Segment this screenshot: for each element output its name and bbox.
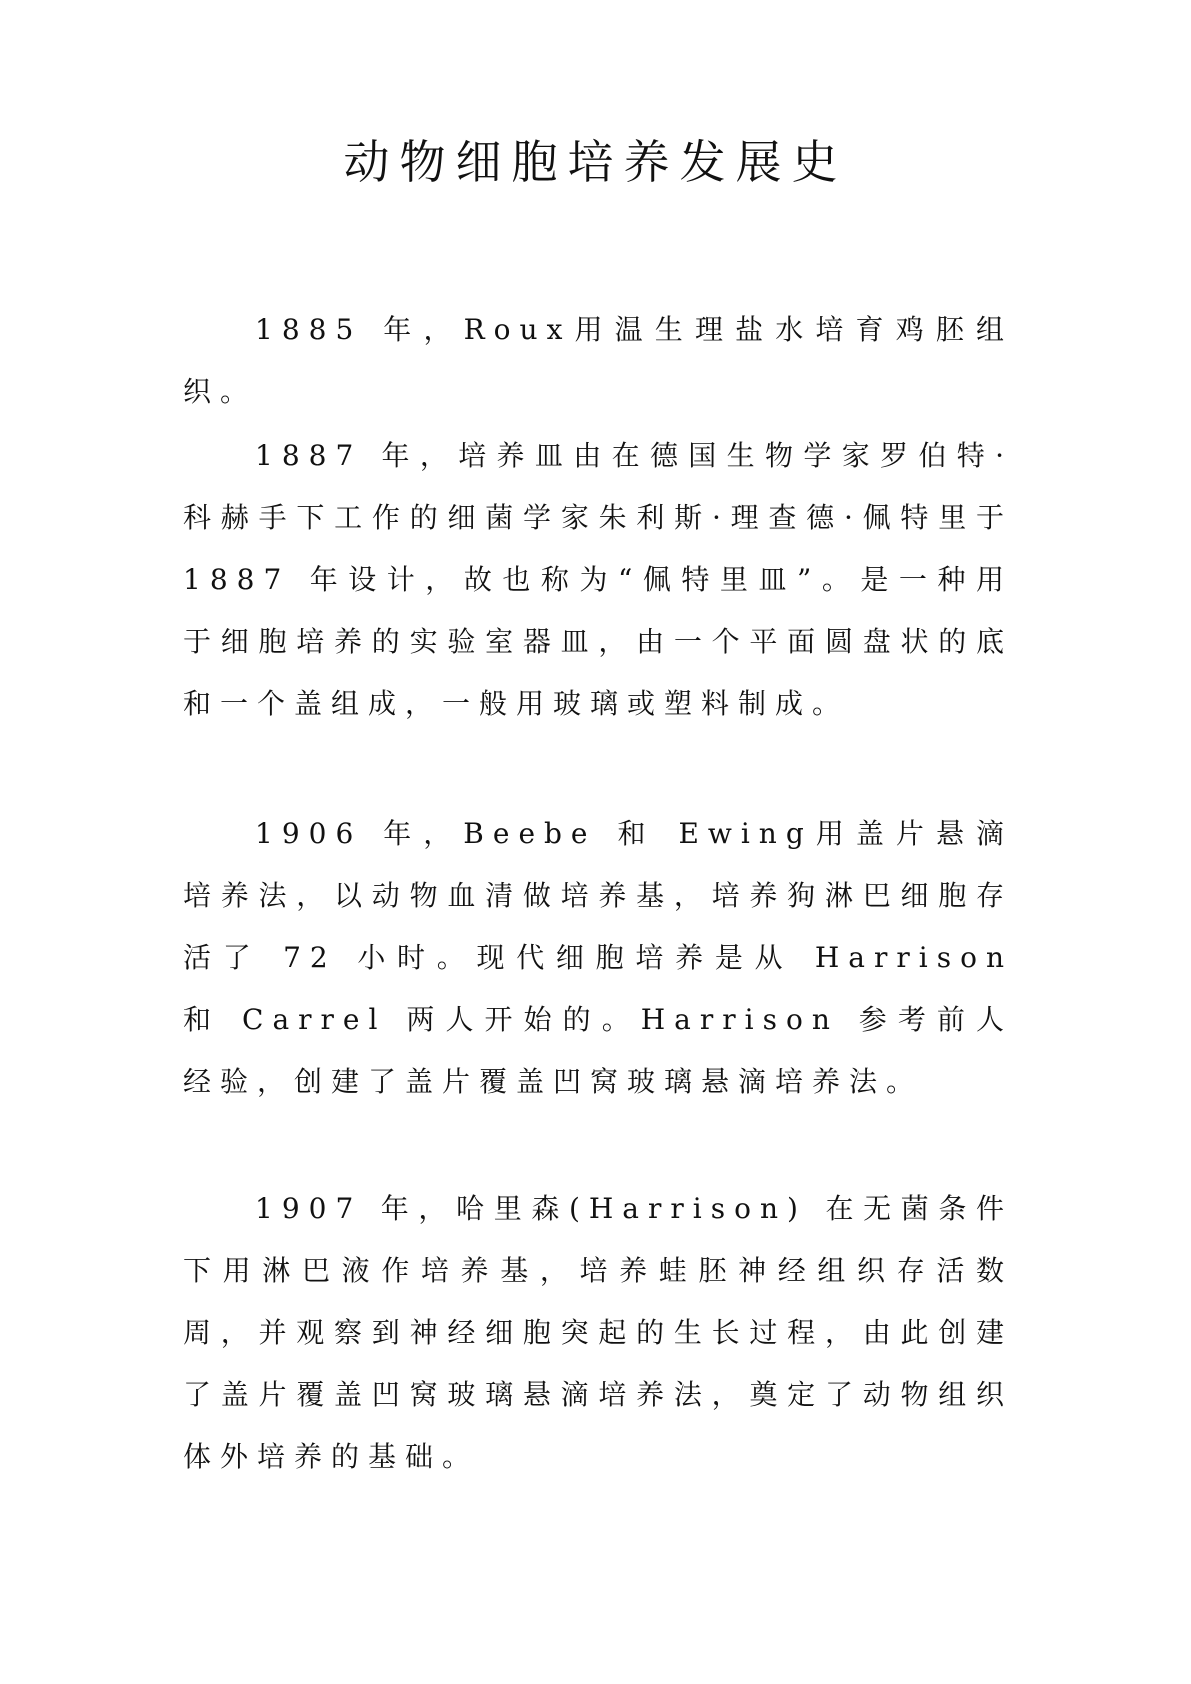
paragraph-1907: 1907 年，哈里森(Harrison) 在无菌条件下用淋巴液作培养基，培养蛙胚神经组织存活数周，并观察到神经细胞突起的生长过程，由此创建了盖片覆盖凹窝玻璃悬滴培养法，奠定了动物组织体外培养的基础。 [183,1192,1013,1473]
paragraph-1885: 1885 年，Roux用温生理盐水培育鸡胚组织。 [183,313,1013,408]
document-title: 动物细胞培养发展史 [343,135,848,189]
paragraph-1887: 1887 年，培养皿由在德国生物学家罗伯特·科赫手下工作的细菌学家朱利斯·理查德·佩特里于 1887 年设计，故也称为“佩特里皿”。是一种用于细胞培养的实验室器皿，由一个平面圆盘状的底和一个盖组成，一般用玻璃或塑料制成。 [183,439,1013,720]
paragraph-1906: 1906 年，Beebe 和 Ewing用盖片悬滴培养法，以动物血清做培养基，培养狗淋巴细胞存活了 72 小时。现代细胞培养是从 Harrison 和 Carrel 两人开始的。Harrison 参考前人经验，创建了盖片覆盖凹窝玻璃悬滴培养法。 [183,817,1013,1098]
